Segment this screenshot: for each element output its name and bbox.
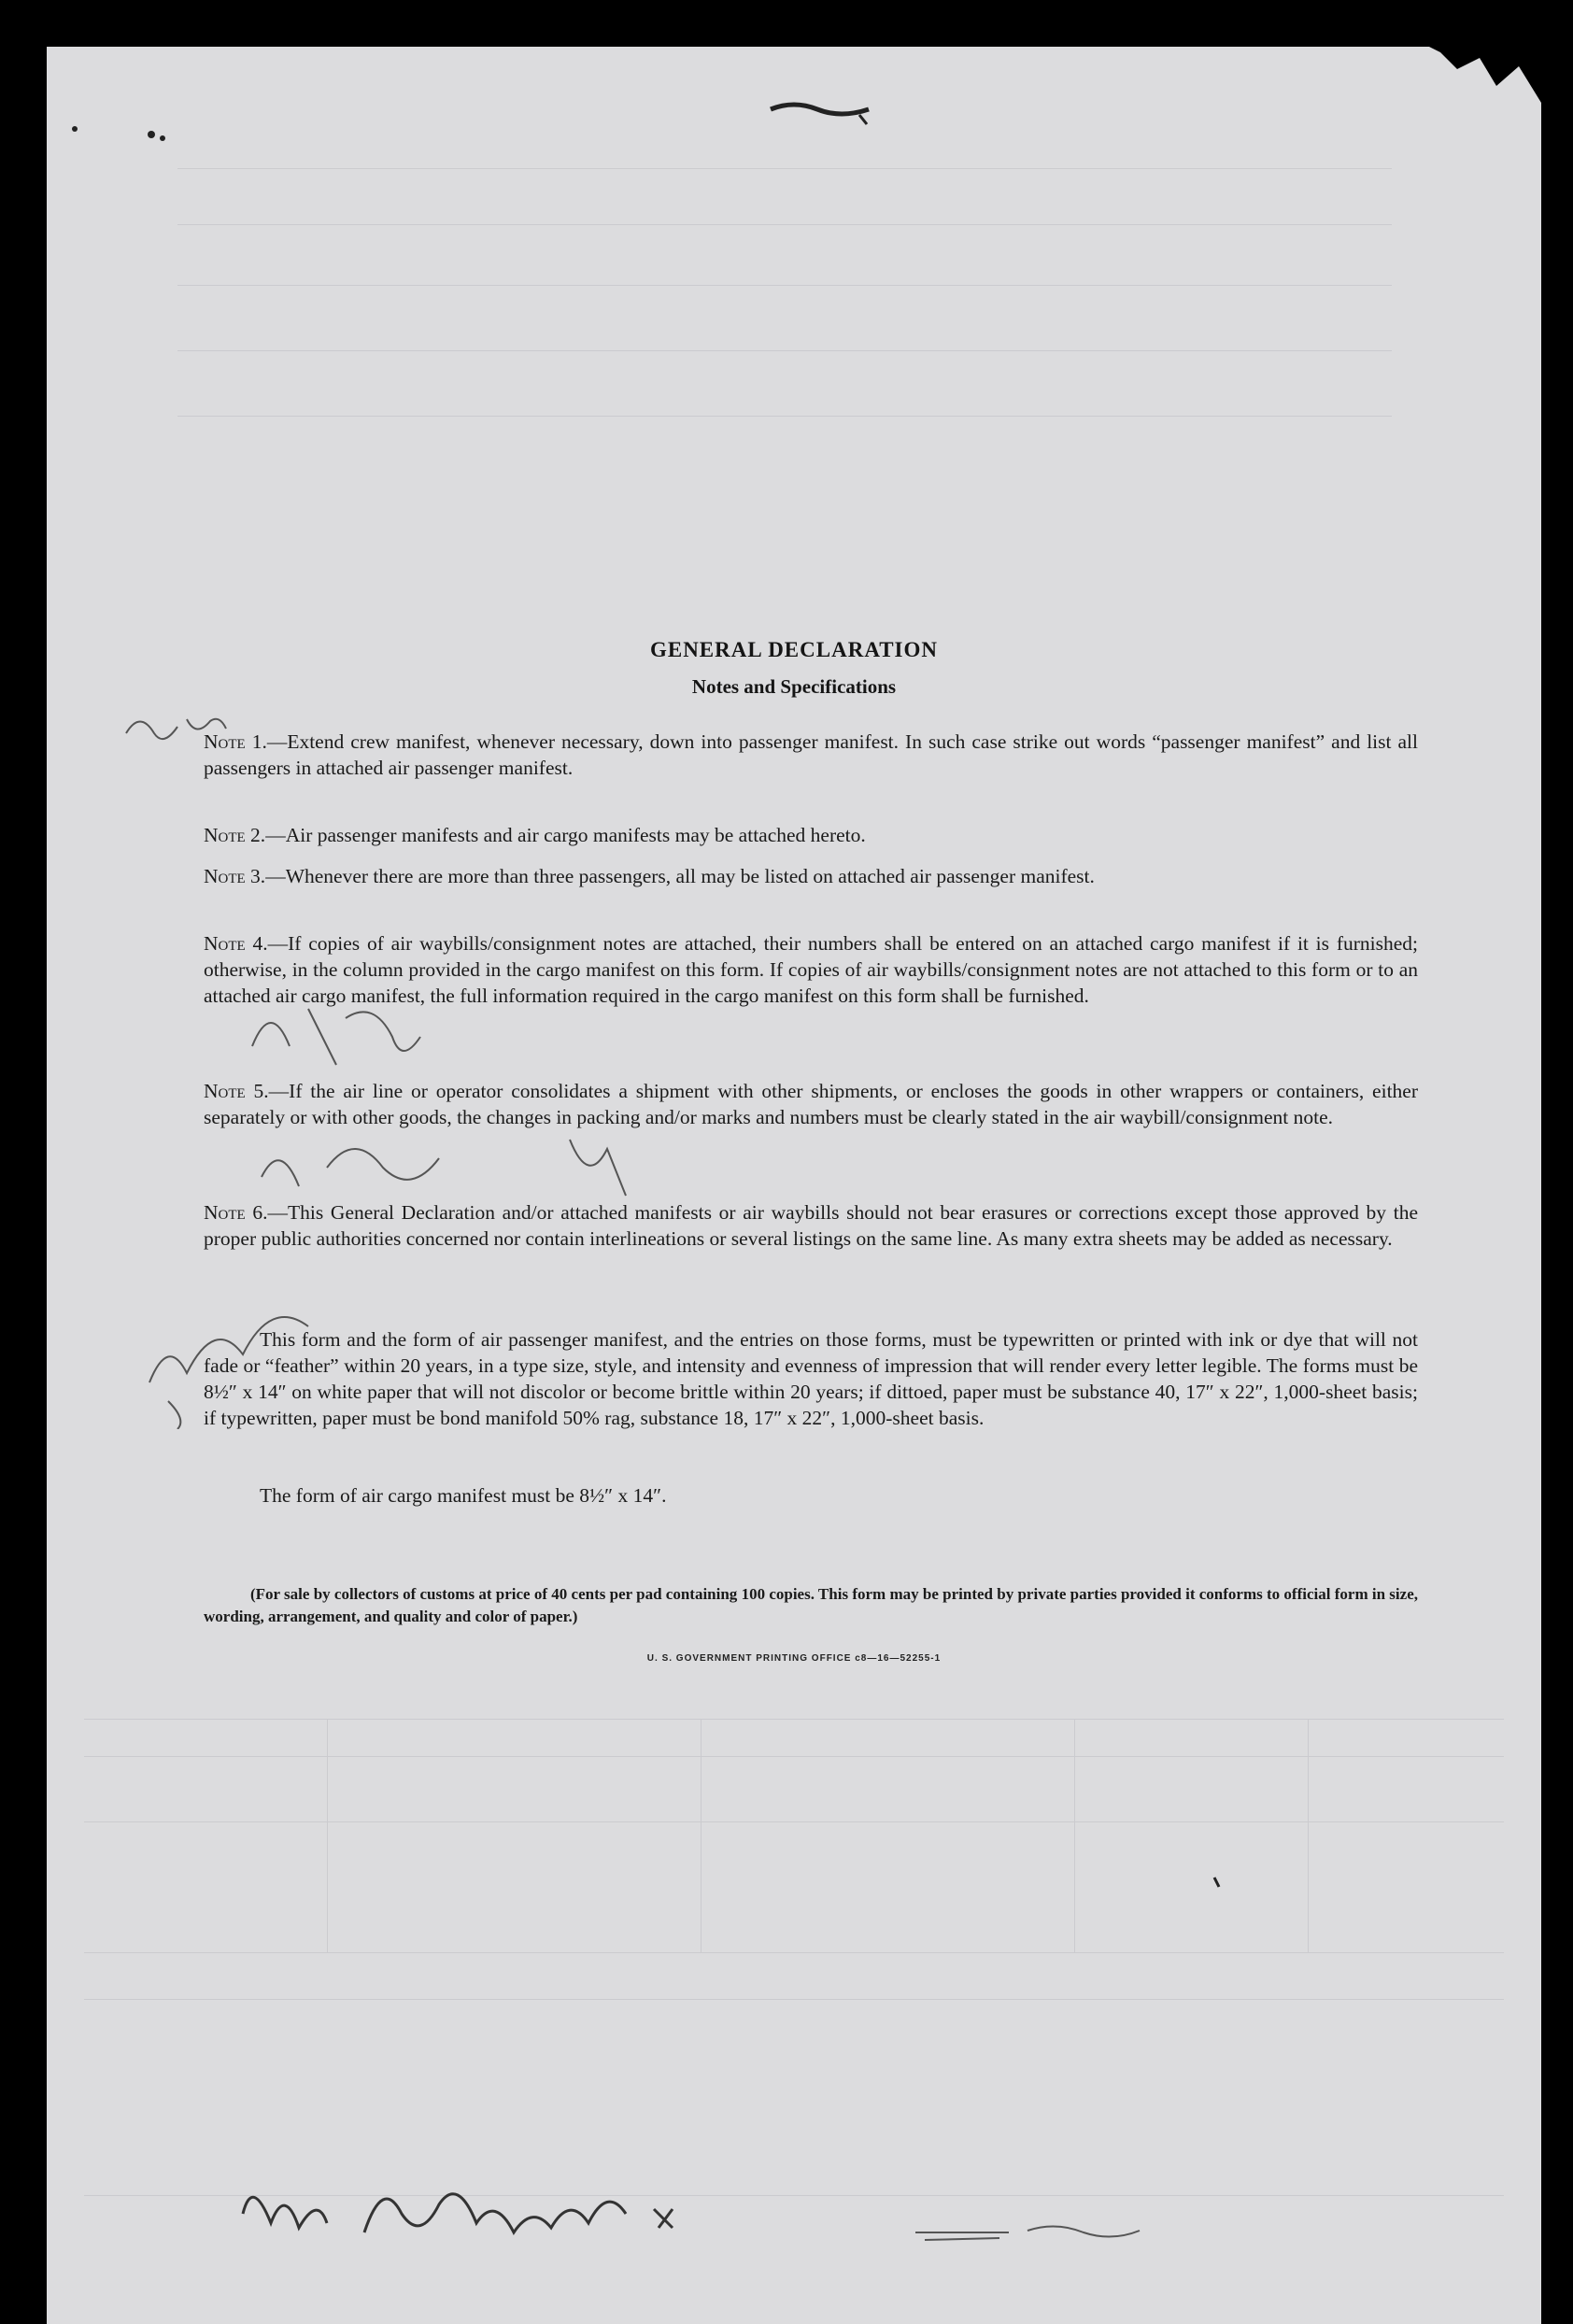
pencil-annotation-note6 [131, 1242, 355, 1429]
note-text: —Extend crew manifest, whenever necessary, down into passenger manifest. In such case strike out words “passenger manifest” and list all passengers in attached air passenger manifest. [204, 730, 1418, 779]
note-label: Note 6. [204, 1201, 268, 1224]
pencil-annotation-note5 [252, 1102, 682, 1214]
printer-imprint: U. S. GOVERNMENT PRINTING OFFICE c8—16—52255-1 [646, 1653, 942, 1664]
top-stamp-mark [766, 89, 878, 126]
handwritten-signature [234, 2158, 719, 2260]
note-label: Note 4. [204, 932, 268, 955]
note-3 [204, 863, 1418, 889]
note-text: —Air passenger manifests and air cargo manifests may be attached hereto. [265, 824, 866, 846]
page-subtitle: Notes and Specifications [691, 675, 897, 698]
note-label: Note 5. [204, 1080, 269, 1102]
note-text: —This General Declaration and/or attached manifests or air waybills should not bear erasures or corrections except those approved by the proper public authorities concerned nor contain interlineations or several listings on the same line. As many extra sheets may be added as necessary. [204, 1201, 1418, 1250]
cargo-size-line: The form of air cargo manifest must be 8½″ x 14″. [260, 1484, 667, 1507]
speck-mark [1210, 1873, 1228, 1892]
note-label: Note 2. [204, 824, 266, 846]
specification-paragraph: This form and the form of air passenger manifest, and the entries on those forms, must be typewritten or printed with ink or dye that will not fade or “feather” within 20 years, in a type size, style, and intensity and evenness of impression that will render every letter legible. The forms must be 8½″ x 14″ on white paper that will not discolor or become brittle within 20 years; if dittoed, paper must be substance 40, 17″ x 22″, 1,000-sheet basis; if typewritten, paper must be bond manifold 50% rag, substance 18, 17″ x 22″, 1,000-sheet basis. [204, 1328, 1418, 1429]
stamp-scribble [906, 2204, 1149, 2260]
sale-notice: (For sale by collectors of customs at price of 40 cents per pad containing 100 copies. This form may be printed by private parties provided it conforms to official form in size, wording, arrangement, and quality and color of paper.) [204, 1585, 1418, 1625]
margin-handwriting-top [121, 701, 234, 757]
note-text: —If copies of air waybills/consignment notes are attached, their numbers shall be entered on an attached cargo manifest if it is furnished; otherwise, in the column provided in the cargo manifest on this form. If copies of air waybills/consignment notes are not attached to this form or to an attached air cargo manifest, the full information required in the cargo manifest on this form shall be furnished. [204, 932, 1418, 1007]
note-label: Note 3. [204, 865, 266, 887]
note-2 [204, 822, 1418, 848]
margin-specks [65, 121, 177, 159]
note-text: —If the air line or operator consolidates a shipment with other shipments, or encloses the goods in other wrappers or containers, either separately or with other goods, the changes in packing and/or marks and numbers must be clearly stated in the air waybill/consignment note. [204, 1080, 1418, 1128]
document-page [47, 47, 1541, 2324]
note-1 [204, 729, 1418, 781]
page-title: GENERAL DECLARATION [649, 638, 939, 661]
note-label: Note 1. [204, 730, 267, 753]
pencil-annotation-note4 [234, 981, 514, 1093]
note-text: —Whenever there are more than three passengers, all may be listed on attached air passenger manifest. [265, 865, 1095, 887]
